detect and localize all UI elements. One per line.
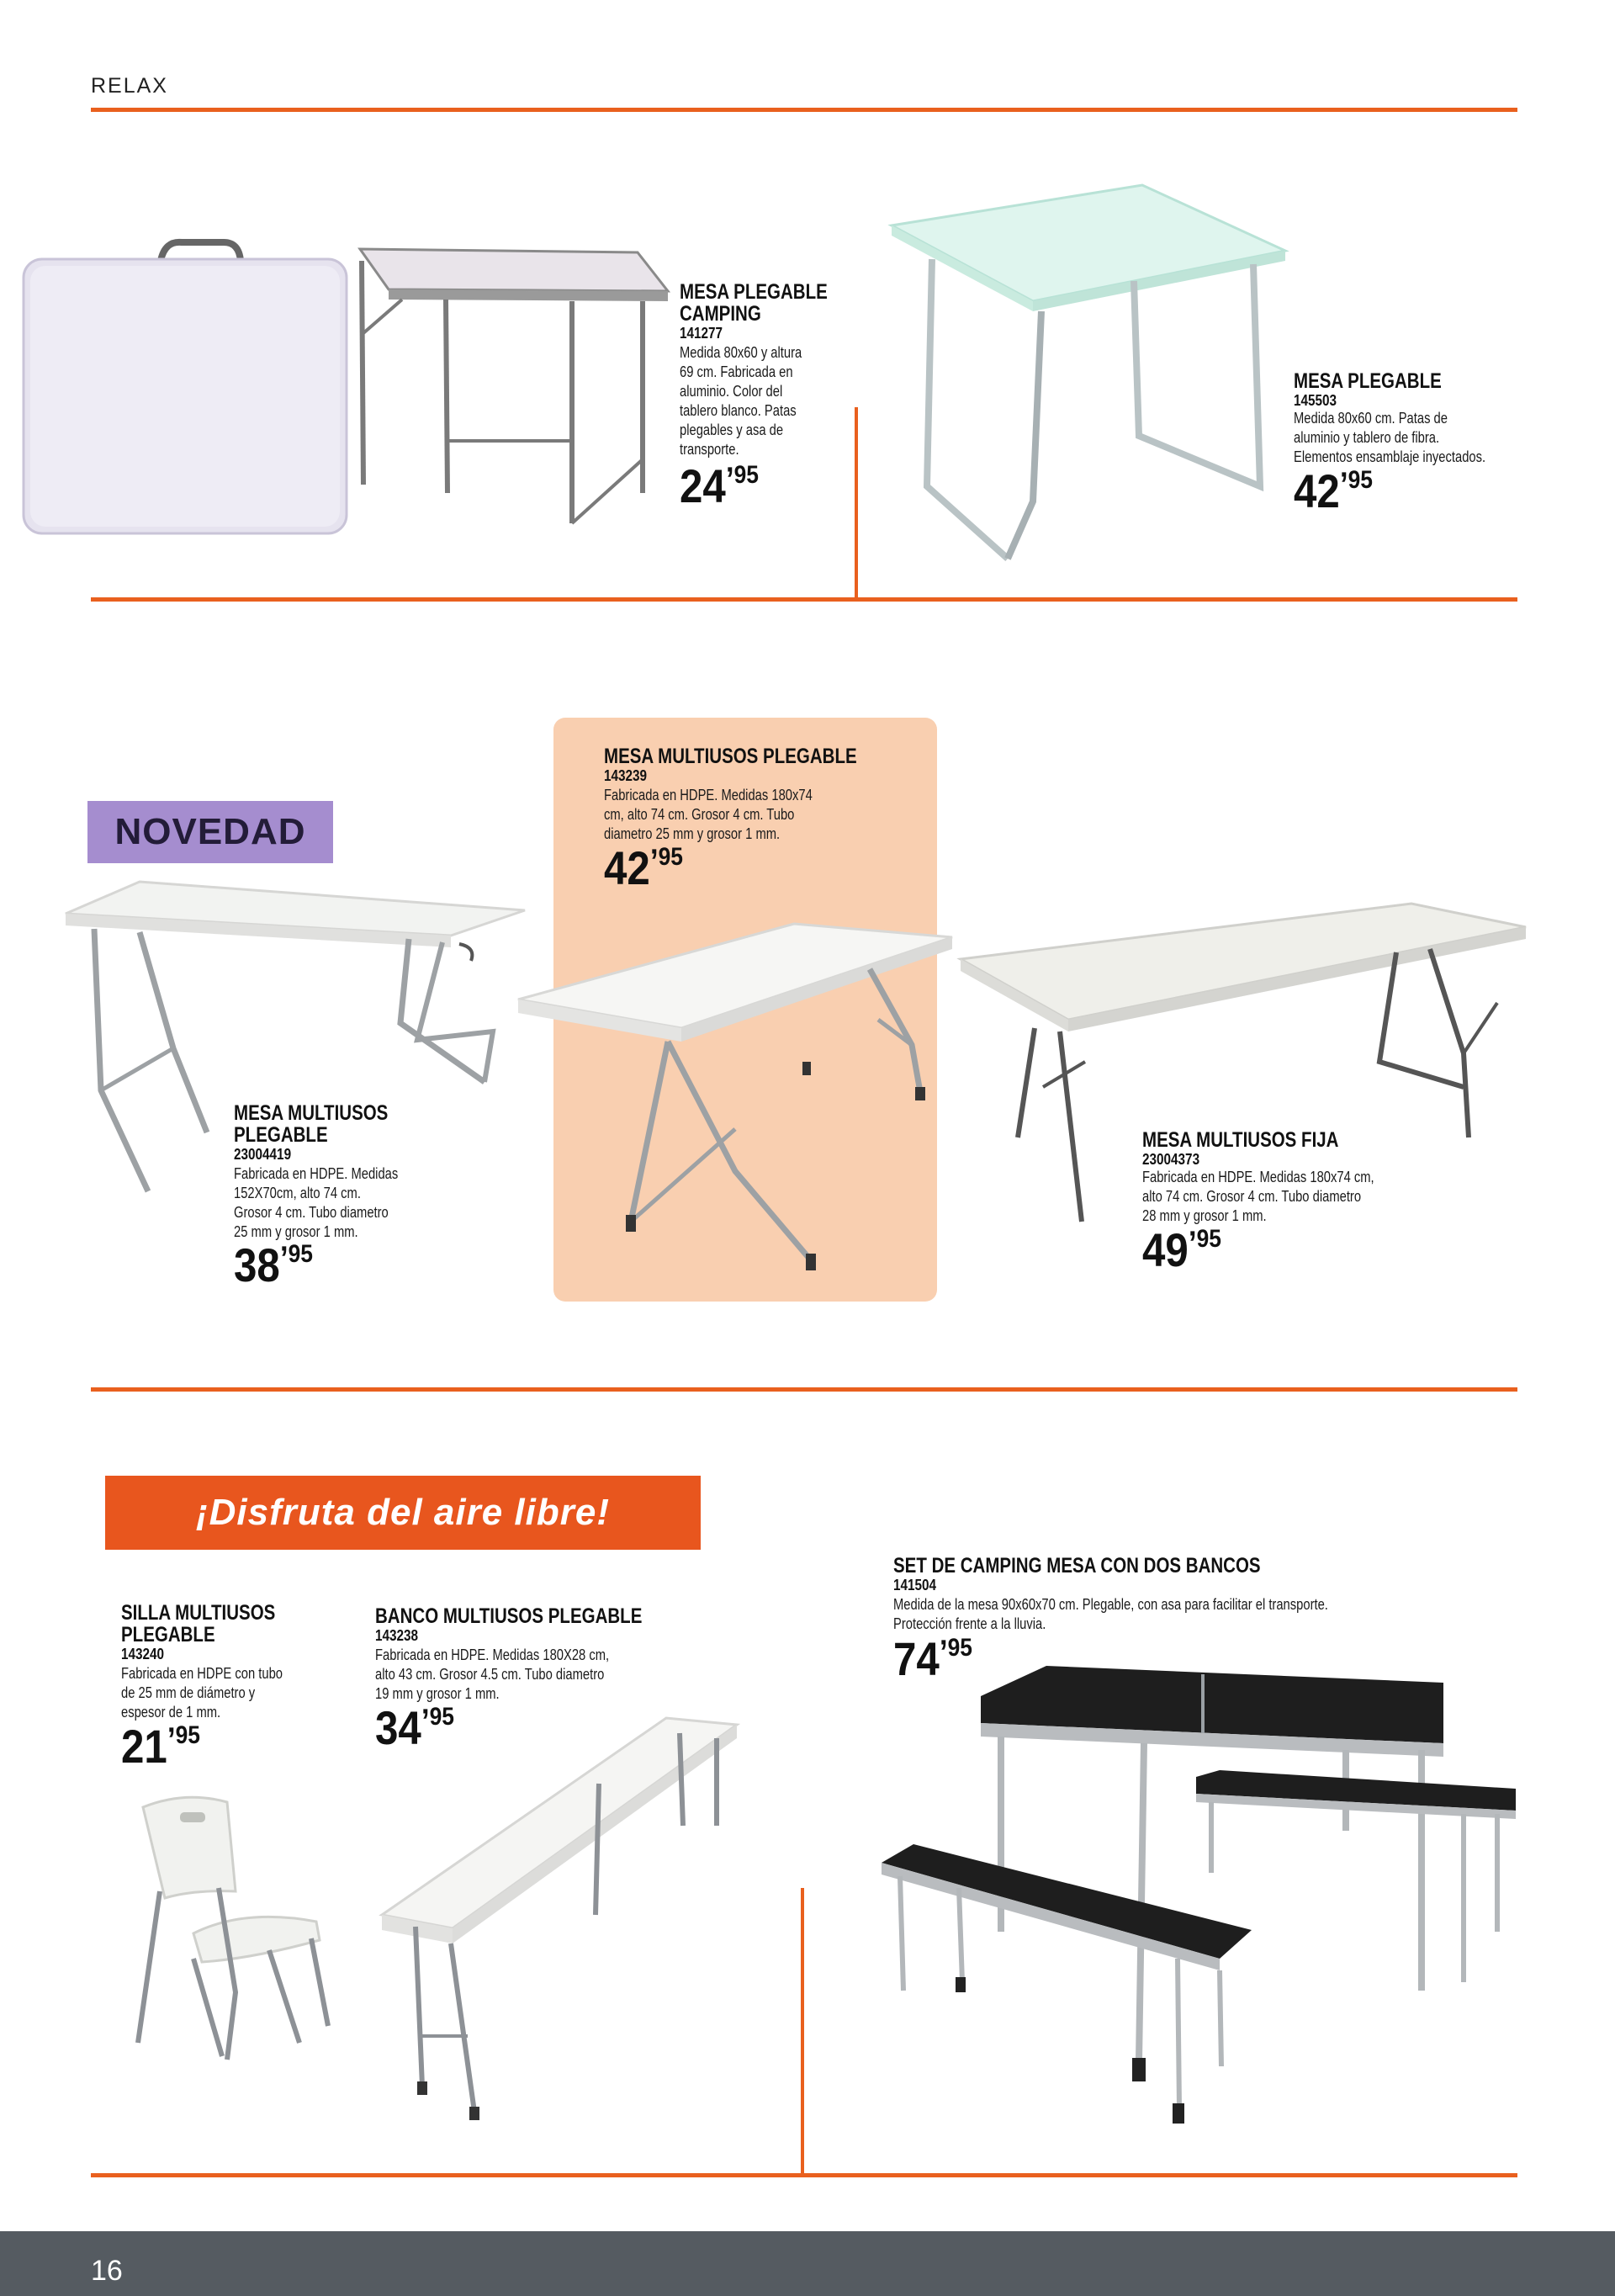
aluminium-folding-table-image	[890, 183, 1294, 562]
product-description: Fabricada en HDPE. Medidas 152X70cm, alto 74 cm. Grosor 4 cm. Tubo diametro 25 mm y grosor 1 mm.	[234, 1165, 399, 1240]
camping-table-image	[352, 241, 671, 530]
product-ref: 143239	[604, 767, 648, 784]
product-ref: 141277	[680, 325, 723, 342]
product-title-line2: PLEGABLE	[234, 1123, 328, 1147]
page-number: 16	[91, 2255, 123, 2287]
product-description: Medida 80x60 cm. Patas de aluminio y tablero de fibra. Elementos ensamblaje inyectados.	[1294, 410, 1486, 465]
product-title: MESA MULTIUSOS	[234, 1101, 389, 1125]
product-title: SILLA MULTIUSOS	[121, 1601, 276, 1625]
product-description: Fabricada en HDPE. Medidas 180x74 cm, alto 74 cm. Grosor 4 cm. Tubo diametro 28 mm y grosor 1 mm.	[1142, 1169, 1374, 1224]
product-price: 38’95	[234, 1238, 313, 1291]
product-title: MESA PLEGABLE	[1294, 369, 1442, 393]
product-ref: 145503	[1294, 392, 1337, 409]
product-price: 74’95	[893, 1632, 972, 1685]
novedad-badge: NOVEDAD	[87, 801, 333, 863]
product-price: 49’95	[1142, 1223, 1221, 1276]
camping-set-image	[875, 1662, 1522, 2142]
divider-vertical-row1	[855, 407, 858, 599]
section-label: RELAX	[91, 74, 168, 98]
product-description: Medida 80x60 y altura 69 cm. Fabricada en aluminio. Color del tablero blanco. Patas plegables y asa de transporte.	[680, 344, 802, 458]
folded-table-image	[22, 236, 350, 538]
product-ref: 141504	[893, 1577, 937, 1593]
page-footer	[0, 2231, 1615, 2296]
product-description: Fabricada en HDPE. Medidas 180X28 cm, alto 43 cm. Grosor 4.5 cm. Tubo diametro 19 mm y grosor 1 mm.	[375, 1646, 610, 1702]
product-description: Medida de la mesa 90x60x70 cm. Plegable, con asa para facilitar el transporte. Protección frente a la lluvia.	[893, 1596, 1328, 1632]
product-price: 21’95	[121, 1720, 200, 1773]
divider-row1	[91, 597, 1517, 602]
product-title: BANCO MULTIUSOS PLEGABLE	[375, 1604, 643, 1628]
product-ref: 143238	[375, 1627, 419, 1644]
product-title: SET DE CAMPING MESA CON DOS BANCOS	[893, 1554, 1261, 1578]
product-ref: 143240	[121, 1646, 165, 1662]
divider-top	[91, 108, 1517, 112]
product-title-line2: PLEGABLE	[121, 1623, 215, 1646]
product-description: Fabricada en HDPE con tubo de 25 mm de diámetro y espesor de 1 mm.	[121, 1665, 283, 1721]
product-ref: 23004419	[234, 1146, 292, 1163]
product-price: 42’95	[1294, 464, 1373, 517]
promo-banner: ¡Disfruta del aire libre!	[105, 1476, 701, 1550]
product-ref: 23004373	[1142, 1151, 1200, 1168]
product-title-line2: CAMPING	[680, 302, 761, 326]
product-price: 34’95	[375, 1701, 454, 1754]
folding-bench-image	[380, 1716, 739, 2120]
product-title: MESA MULTIUSOS FIJA	[1142, 1128, 1339, 1152]
product-description: Fabricada en HDPE. Medidas 180x74 cm, alto 74 cm. Grosor 4 cm. Tubo diametro 25 mm y grosor 1 mm.	[604, 787, 813, 842]
divider-bottom	[91, 2173, 1517, 2177]
product-price: 42’95	[604, 841, 683, 894]
product-title: MESA MULTIUSOS PLEGABLE	[604, 745, 857, 768]
folding-chair-image	[135, 1790, 336, 2063]
multipurpose-folding-table-image	[516, 919, 954, 1272]
divider-row2	[91, 1387, 1517, 1392]
product-title: MESA PLEGABLE	[680, 280, 828, 304]
product-price: 24’95	[680, 459, 759, 512]
divider-vertical-row3	[801, 1888, 804, 2174]
